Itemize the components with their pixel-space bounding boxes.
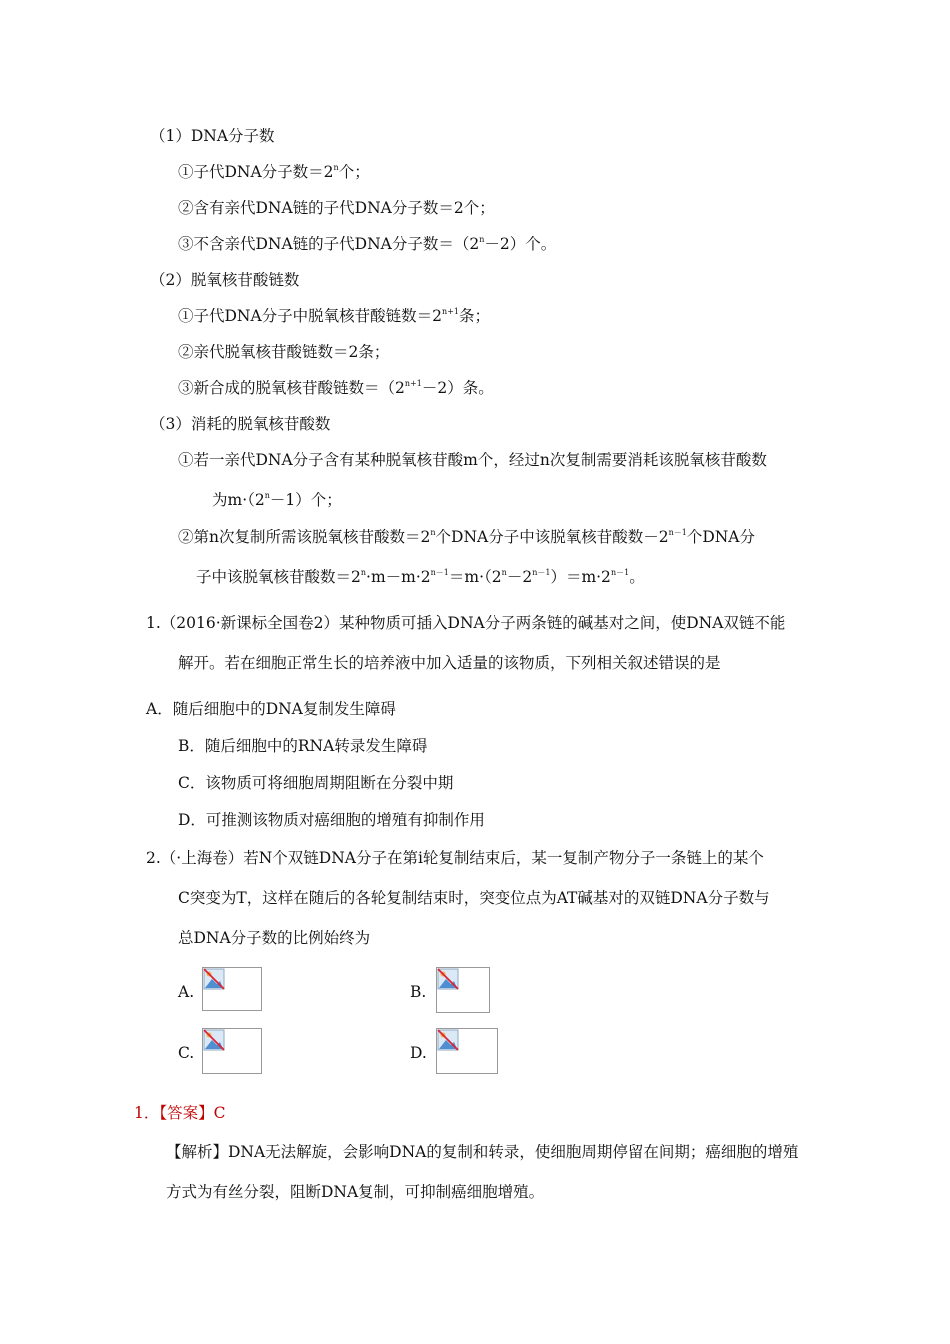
q2-option-a-label: A.	[178, 983, 195, 1001]
broken-image-icon	[437, 1029, 459, 1051]
s3-item-1b: 为$m\cdot(2^n-1)$个；	[212, 491, 342, 509]
q1-option-b: B．随后细胞中的RNA转录发生障碍	[178, 737, 428, 755]
q2-stem-line2: C突变为T，这样在随后的各轮复制结束时，突变位点为AT碱基对的双链DNA分子数与	[178, 889, 770, 907]
broken-image-icon	[203, 968, 225, 990]
q2-option-b-label: B.	[410, 983, 427, 1001]
s1-heading: （1）DNA分子数	[150, 127, 275, 145]
answer-analysis-line2: 方式为有丝分裂，阻断DNA复制，可抑制癌细胞增殖。	[166, 1183, 545, 1201]
answer-label: 1．【答案】C	[134, 1104, 226, 1122]
q2-option-c-image	[202, 1028, 262, 1074]
s1-item-3: ③不含亲代DNA链的子代DNA分子数$=(2^n-2)$个。	[178, 235, 557, 253]
answer-analysis-line1: 【解析】DNA无法解旋，会影响DNA的复制和转录，使细胞周期停留在间期；癌细胞的增殖	[166, 1143, 799, 1161]
s2-item-3: ③新合成的脱氧核苷酸链数$=(2^{n+1}-2)$条。	[178, 379, 494, 397]
s1-item-1: ①子代DNA分子数$=2^n$个；	[178, 163, 370, 181]
q2-option-d-image	[436, 1028, 498, 1074]
s3-item-2b: 子中该脱氧核苷酸数$=2^n\cdot m-m\cdot 2^{n-1}=m\cdot(2^n-2^{n-1})=m\cdot 2^{n-1}$。	[196, 568, 645, 586]
s3-item-2a: ②第n次复制所需该脱氧核苷酸数$=2^n$个DNA分子中该脱氧核苷酸数$-2^{n-1}$个DNA分	[178, 528, 755, 546]
q2-stem-line3: 总DNA分子数的比例始终为	[178, 929, 371, 947]
s1-item-2: ②含有亲代DNA链的子代DNA分子数＝2个；	[178, 199, 495, 217]
q1-stem-line1: 1.（2016·新课标全国卷2）某种物质可插入DNA分子两条链的碱基对之间，使DNA双链不能	[146, 614, 786, 632]
s3-heading: （3）消耗的脱氧核苷酸数	[150, 415, 331, 433]
q1-option-c: C．该物质可将细胞周期阻断在分裂中期	[178, 774, 454, 792]
s2-item-1: ①子代DNA分子中脱氧核苷酸链数$=2^{n+1}$条；	[178, 307, 491, 325]
q2-option-b-image	[436, 967, 490, 1013]
s2-item-2: ②亲代脱氧核苷酸链数＝2条；	[178, 343, 390, 361]
q1-stem-line2: 解开。若在细胞正常生长的培养液中加入适量的该物质，下列相关叙述错误的是	[178, 654, 721, 672]
s2-heading: （2）脱氧核苷酸链数	[150, 271, 300, 289]
q2-option-a-image	[202, 967, 262, 1011]
q2-option-c-label: C.	[178, 1044, 195, 1062]
q2-stem-line1: 2.（·上海卷）若N个双链DNA分子在第i轮复制结束后，某一复制产物分子一条链上的某个	[146, 849, 764, 867]
broken-image-icon	[203, 1029, 225, 1051]
q2-option-d-label: D.	[410, 1044, 427, 1062]
broken-image-icon	[437, 968, 459, 990]
q1-option-a: A．随后细胞中的DNA复制发生障碍	[146, 700, 396, 718]
q1-option-d: D．可推测该物质对癌细胞的增殖有抑制作用	[178, 811, 485, 829]
s3-item-1a: ①若一亲代DNA分子含有某种脱氧核苷酸m个，经过n次复制需要消耗该脱氧核苷酸数	[178, 451, 767, 469]
